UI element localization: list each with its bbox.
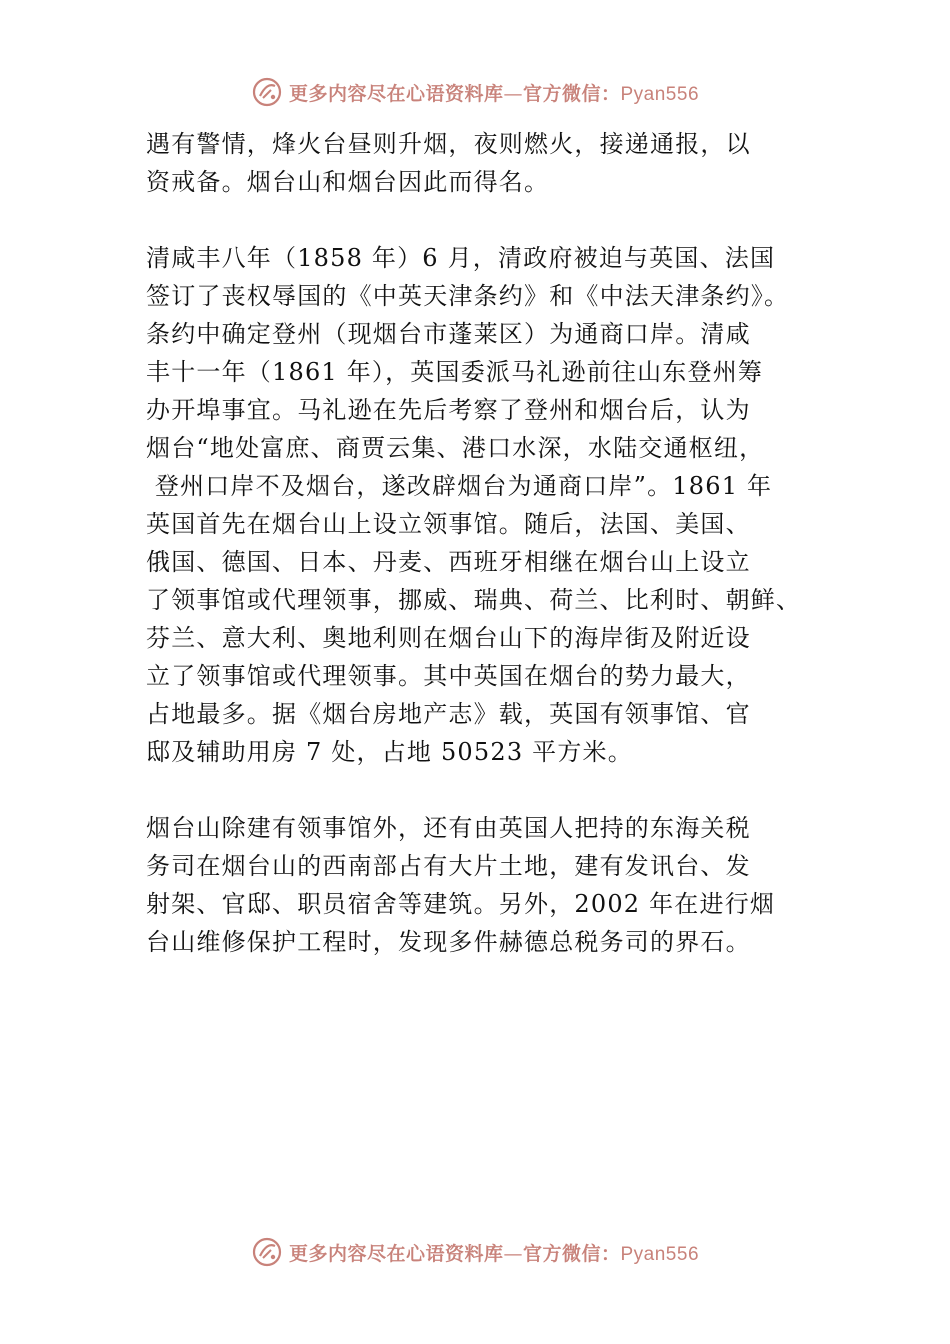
footer-wechat-label: 官方微信： (522, 1242, 621, 1265)
paragraph-1 (146, 125, 826, 201)
header-banner (0, 72, 950, 112)
header-dash: — (503, 82, 523, 105)
text-line: 登州口岸不及烟台，遂改辟烟台为通商口岸”。1861 年 (146, 472, 773, 500)
paragraph-3 (146, 809, 826, 961)
footer-text (289, 1239, 699, 1266)
text-line: 邸及辅助用房 7 处，占地 50523 平方米。 (146, 738, 633, 766)
text-line: 立了领事馆或代理领事。其中英国在烟台的势力最大， (146, 662, 751, 690)
text-line: 英国首先在烟台山上设立领事馆。随后，法国、美国、 (146, 510, 751, 538)
text-line: 台山维修保护工程时，发现多件赫德总税务司的界石。 (146, 928, 751, 956)
text-line: 烟台山除建有领事馆外，还有由英国人把持的东海关税 (146, 814, 751, 842)
text-line: 条约中确定登州（现烟台市蓬莱区）为通商口岸。清咸 (146, 320, 751, 348)
brand-logo-icon (251, 1236, 283, 1268)
text-line: 办开埠事宜。马礼逊在先后考察了登州和烟台后，认为 (146, 396, 751, 424)
text-line: 清咸丰八年（1858 年）6 月，清政府被迫与英国、法国 (146, 244, 776, 272)
footer-wechat-id: Pyan556 (620, 1243, 700, 1265)
header-wechat-id: Pyan556 (620, 83, 700, 105)
header-wechat-label: 官方微信： (522, 82, 621, 105)
footer-banner (0, 1232, 950, 1272)
text-line: 务司在烟台山的西南部占有大片土地，建有发讯台、发 (146, 852, 751, 880)
text-line: 丰十一年（1861 年），英国委派马礼逊前往山东登州筹 (146, 358, 764, 386)
text-line: 资戒备。烟台山和烟台因此而得名。 (146, 168, 550, 196)
paragraph-2 (146, 239, 826, 771)
text-line: 了领事馆或代理领事，挪威、瑞典、荷兰、比利时、朝鲜、 (146, 586, 802, 614)
text-line: 射架、官邸、职员宿舍等建筑。另外，2002 年在进行烟 (146, 890, 776, 918)
footer-slogan: 更多内容尽在心语资料库 (288, 1242, 504, 1265)
text-line: 俄国、德国、日本、丹麦、西班牙相继在烟台山上设立 (146, 548, 751, 576)
text-line: 遇有警情，烽火台昼则升烟，夜则燃火，接递通报，以 (146, 130, 751, 158)
brand-logo-icon (251, 76, 283, 108)
text-line: 芬兰、意大利、奥地利则在烟台山下的海岸街及附近设 (146, 624, 751, 652)
text-line: 烟台“地处富庶、商贾云集、港口水深，水陆交通枢纽， (146, 434, 765, 462)
text-line: 签订了丧权辱国的《中英天津条约》和《中法天津条约》。 (146, 282, 790, 310)
text-line: 占地最多。据《烟台房地产志》载，英国有领事馆、官 (146, 700, 751, 728)
header-text (289, 79, 699, 106)
document-body (146, 125, 826, 999)
header-slogan: 更多内容尽在心语资料库 (288, 82, 504, 105)
footer-dash: — (503, 1242, 523, 1265)
